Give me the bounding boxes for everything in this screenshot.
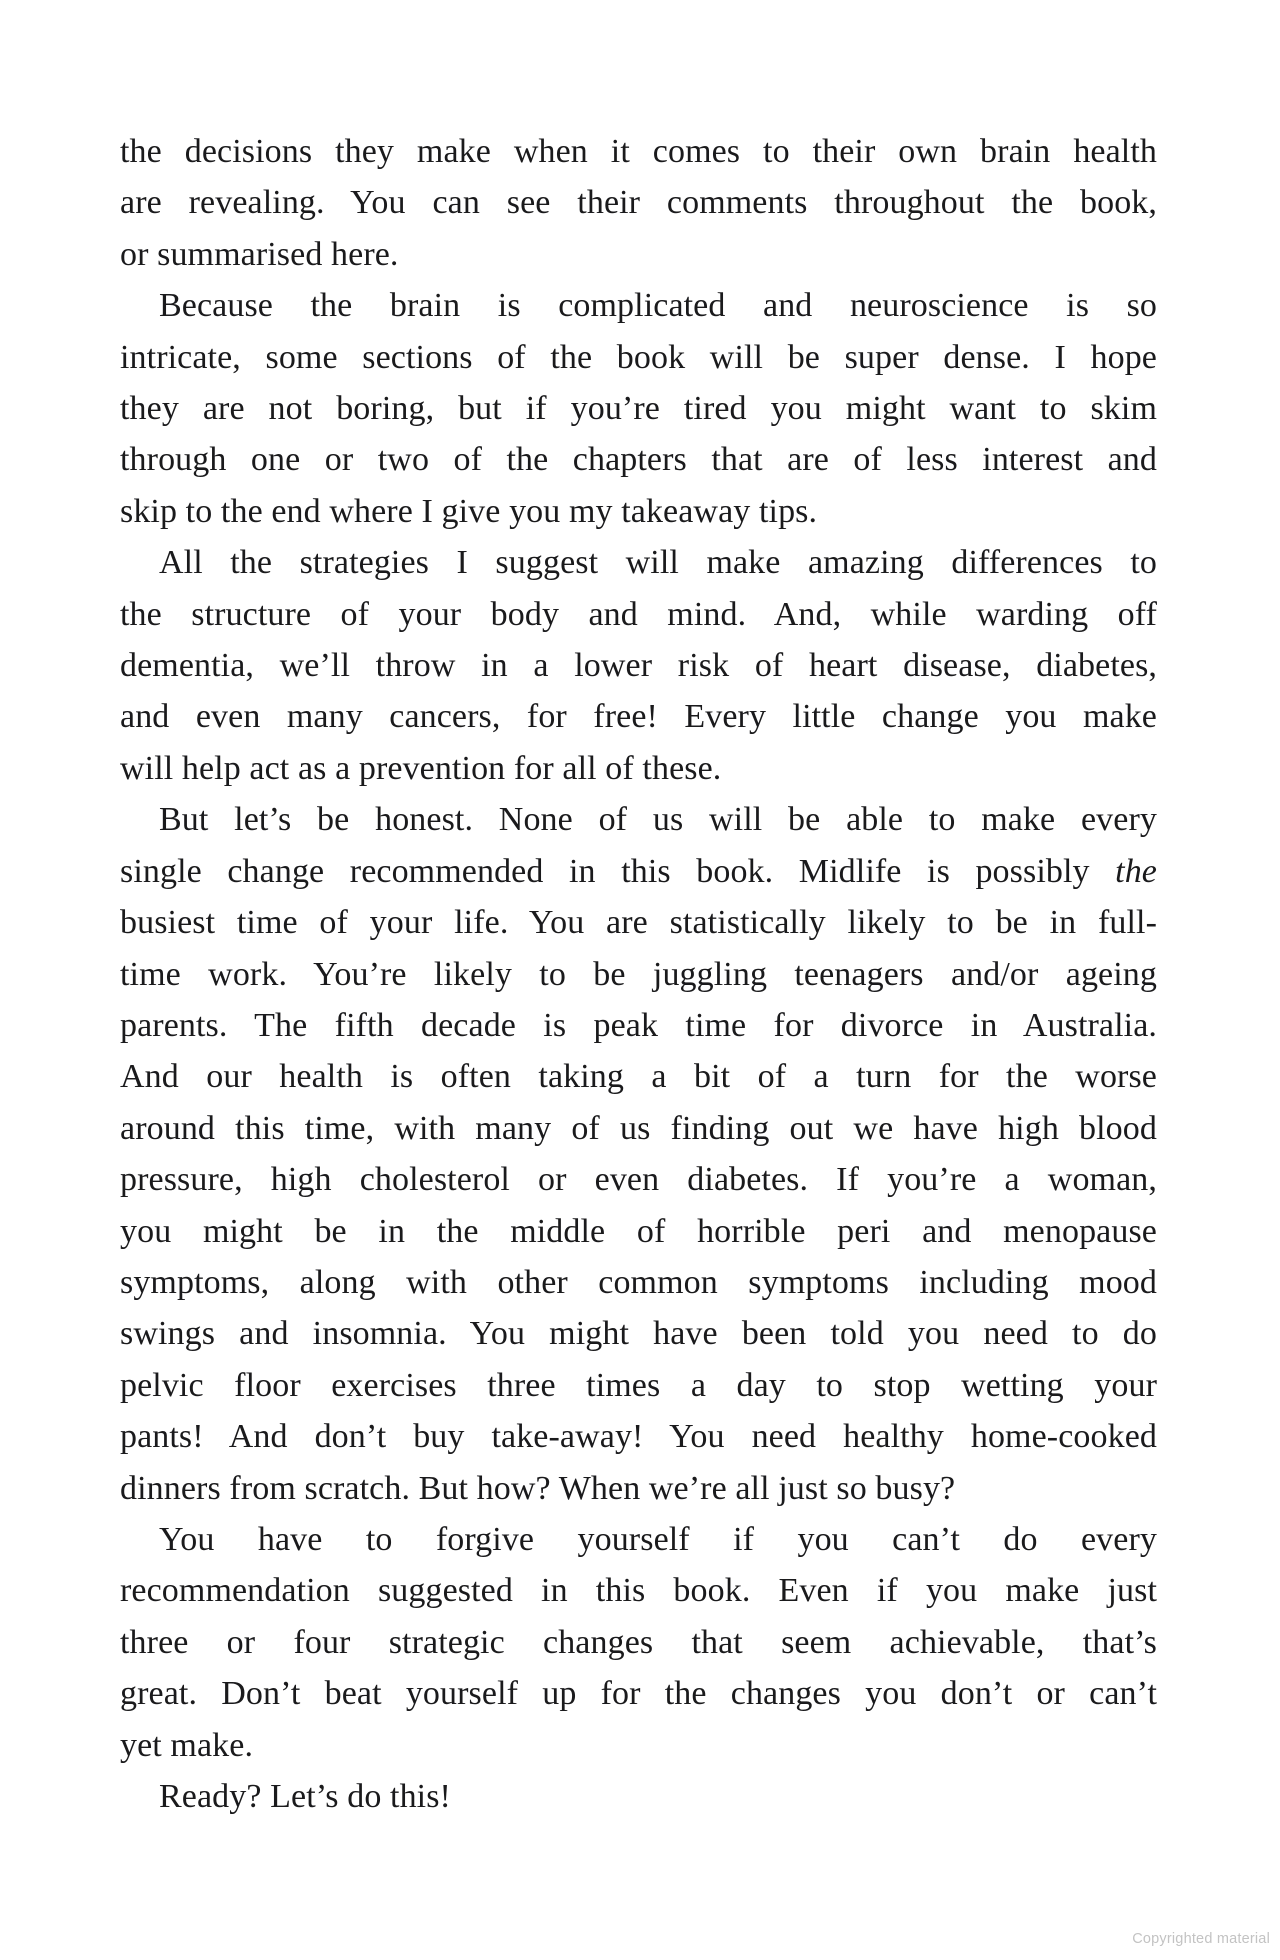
text-line — [120, 1103, 1157, 1154]
text-segment: But let’s be honest. None of us will be able to make every — [159, 801, 1157, 839]
text-segment: will help act as a prevention for all of these. — [120, 749, 722, 787]
text-line — [120, 1000, 1157, 1051]
text-segment: pants! And don’t buy take-away! You need healthy home-cooked — [120, 1418, 1157, 1456]
text-segment: recommendation suggested in this book. Even if you make just — [120, 1572, 1157, 1610]
text-line — [120, 1257, 1157, 1308]
text-line — [120, 537, 1157, 588]
text-segment: swings and insomnia. You might have been told you need to do — [120, 1315, 1157, 1353]
text-segment: the structure of your body and mind. And, while warding off — [120, 595, 1157, 633]
text-line — [120, 229, 1157, 280]
text-line — [120, 1720, 1157, 1771]
text-segment: the decisions they make when it comes to their own brain health — [120, 133, 1157, 170]
text-segment: they are not boring, but if you’re tired you might want to skim — [120, 390, 1157, 428]
text-line — [120, 1411, 1157, 1462]
text-segment: you might be in the middle of horrible peri and menopause — [120, 1212, 1157, 1250]
text-line — [120, 1051, 1157, 1102]
text-segment: around this time, with many of us finding out we have high blood — [120, 1109, 1157, 1147]
text-line — [120, 949, 1157, 1000]
text-segment: or summarised here. — [120, 235, 399, 273]
text-line — [120, 640, 1157, 691]
text-line — [120, 794, 1157, 845]
text-line — [120, 691, 1157, 742]
text-segment: through one or two of the chapters that are of less interest and — [120, 441, 1157, 479]
text-line — [120, 177, 1157, 228]
text-segment: and even many cancers, for free! Every little change you make — [120, 698, 1157, 736]
text-line — [120, 1771, 1157, 1822]
text-line — [120, 846, 1157, 897]
text-line — [120, 332, 1157, 383]
text-line — [120, 1463, 1157, 1514]
text-segment: dementia, we’ll throw in a lower risk of heart disease, diabetes, — [120, 647, 1157, 685]
text-segment: yet make. — [120, 1726, 254, 1764]
text-segment: symptoms, along with other common symptoms including mood — [120, 1263, 1157, 1301]
text-segment: You have to forgive yourself if you can’t do every — [159, 1520, 1157, 1558]
book-page-text — [120, 126, 1157, 1822]
text-segment: pelvic floor exercises three times a day to stop wetting your — [120, 1366, 1157, 1404]
text-line — [120, 1668, 1157, 1719]
text-segment: Because the brain is complicated and neuroscience is so — [159, 287, 1157, 325]
text-line — [120, 1514, 1157, 1565]
text-segment: parents. The fifth decade is peak time for divorce in Australia. — [120, 1006, 1157, 1044]
text-segment: Ready? Let’s do this! — [159, 1778, 451, 1815]
text-line — [120, 1154, 1157, 1205]
text-line — [120, 1617, 1157, 1668]
text-segment: intricate, some sections of the book will be super dense. I hope — [120, 338, 1157, 376]
text-segment: And our health is often taking a bit of a turn for the worse — [120, 1058, 1157, 1096]
text-segment: time work. You’re likely to be juggling teenagers and/or ageing — [120, 955, 1157, 993]
copyright-watermark: Copyrighted material — [1132, 1931, 1270, 1947]
text-line — [120, 1206, 1157, 1257]
text-segment: dinners from scratch. But how? When we’re all just so busy? — [120, 1469, 956, 1507]
text-line — [120, 743, 1157, 794]
text-line — [120, 1565, 1157, 1616]
text-line — [120, 486, 1157, 537]
text-line — [120, 1308, 1157, 1359]
text-segment: skip to the end where I give you my takeaway tips. — [120, 492, 818, 530]
text-line — [120, 1360, 1157, 1411]
text-line — [120, 383, 1157, 434]
text-segment: All the strategies I suggest will make amazing differences to — [159, 544, 1157, 582]
text-line — [120, 897, 1157, 948]
text-line — [120, 434, 1157, 485]
text-line — [120, 126, 1157, 177]
text-segment: single change recommended in this book. Midlife is possibly — [120, 852, 1116, 890]
text-line — [120, 280, 1157, 331]
text-segment-italic: the — [1115, 852, 1157, 890]
text-segment: busiest time of your life. You are statistically likely to be in full- — [120, 904, 1157, 942]
text-segment: are revealing. You can see their comments throughout the book, — [120, 184, 1157, 222]
text-segment: three or four strategic changes that seem achievable, that’s — [120, 1623, 1157, 1661]
text-line — [120, 589, 1157, 640]
text-segment: great. Don’t beat yourself up for the changes you don’t or can’t — [120, 1675, 1157, 1713]
text-segment: pressure, high cholesterol or even diabetes. If you’re a woman, — [120, 1161, 1157, 1199]
